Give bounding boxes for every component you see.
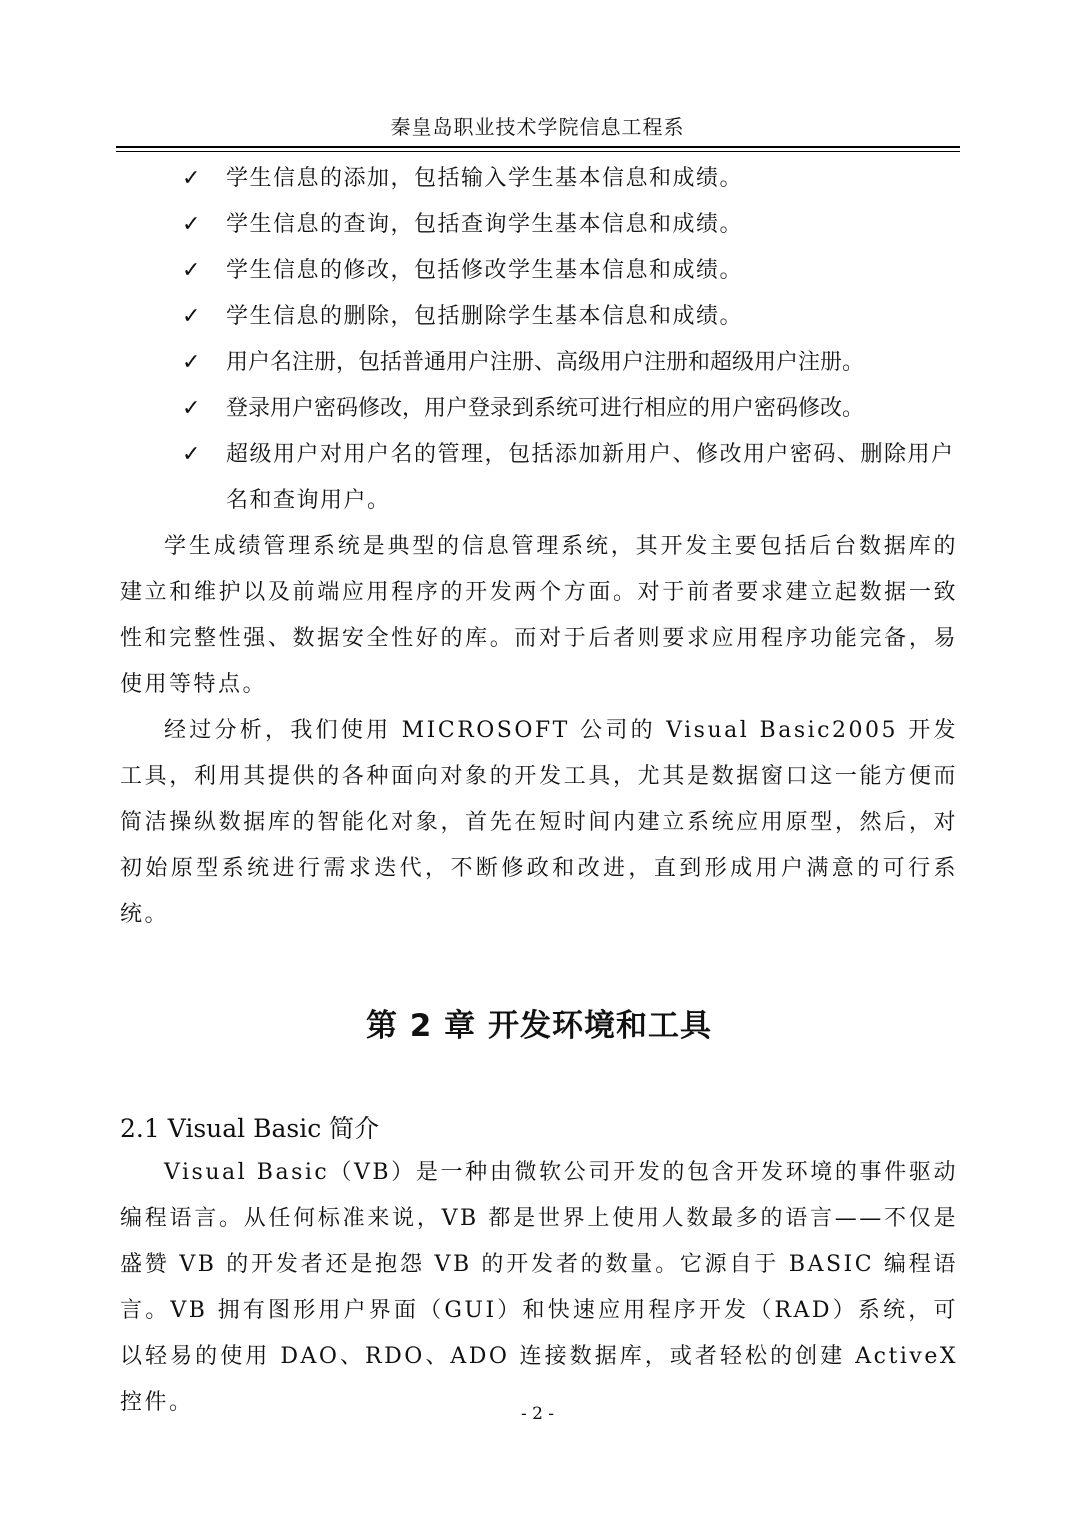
list-item-text: 学生信息的添加，包括输入学生基本信息和成绩。 [226,166,744,191]
list-item-text: 学生信息的删除，包括删除学生基本信息和成绩。 [226,304,744,329]
check-icon: ✓ [182,350,201,375]
list-item [120,432,958,524]
list-item [120,294,958,340]
header-rule-thin [116,151,960,152]
check-icon: ✓ [182,396,201,421]
header-rule-thick [116,146,960,148]
page-header: 秦皇岛职业技术学院信息工程系 [390,115,685,139]
check-icon: ✓ [182,258,202,283]
page-number: - 2 - [520,1404,555,1424]
list-item-text: 登录用户密码修改，用户登录到系统可进行相应的用户密码修改。 [226,396,865,421]
check-icon: ✓ [182,304,202,329]
list-item [120,248,958,294]
body-paragraph: 学生成绩管理系统是典型的信息管理系统，其开发主要包括后台数据库的建立和维护以及前端应用程序的开发两个方面。对于前者要求建立起数据一致性和完整性强、数据安全性好的库。而对于后者则要求应用程序功能完备，易使用等特点。 [120,534,958,697]
list-item-text: 用户名注册，包括普通用户注册、高级用户注册和超级用户注册。 [226,350,865,375]
list-item [120,386,958,432]
body-paragraph: 经过分析，我们使用 MICROSOFT 公司的 Visual Basic2005 开发工具，利用其提供的各种面向对象的开发工具，尤其是数据窗口这一能方便而简洁操纵数据库的智能化对象，首先在短时间内建立系统应用原型，然后，对初始原型系统进行需求迭代，不断修政和改进，直到形成用户满意的可行系统。 [120,718,958,927]
check-icon: ✓ [182,212,202,237]
page-content [120,156,958,1426]
list-item-text: 学生信息的查询，包括查询学生基本信息和成绩。 [226,212,744,237]
check-icon: ✓ [182,442,202,467]
list-item-text: 超级用户对用户名的管理，包括添加新用户、修改用户密码、删除用户名和查询用户。 [226,442,955,513]
list-item-text: 学生信息的修改，包括修改学生基本信息和成绩。 [226,258,744,283]
chapter-title: 第 2 章 开发环境和工具 [366,1008,712,1044]
body-paragraph: Visual Basic（VB）是一种由微软公司开发的包含开发环境的事件驱动编程语言。从任何标准来说，VB 都是世界上使用人数最多的语言——不仅是盛赞 VB 的开发者还是抱怨 VB 的开发者的数量。它源自于 BASIC 编程语言。VB 拥有图形用户界面（GUI）和快速应用程序开发（RAD）系统，可以轻易的使用 DAO、RDO、ADO 连接数据库，或者轻松的创建 ActiveX 控件。 [120,1160,958,1415]
check-icon: ✓ [182,166,202,191]
list-item [120,340,958,386]
feature-list [120,156,958,524]
section-title: 2.1 Visual Basic 简介 [120,1114,380,1143]
list-item [120,156,958,202]
list-item [120,202,958,248]
